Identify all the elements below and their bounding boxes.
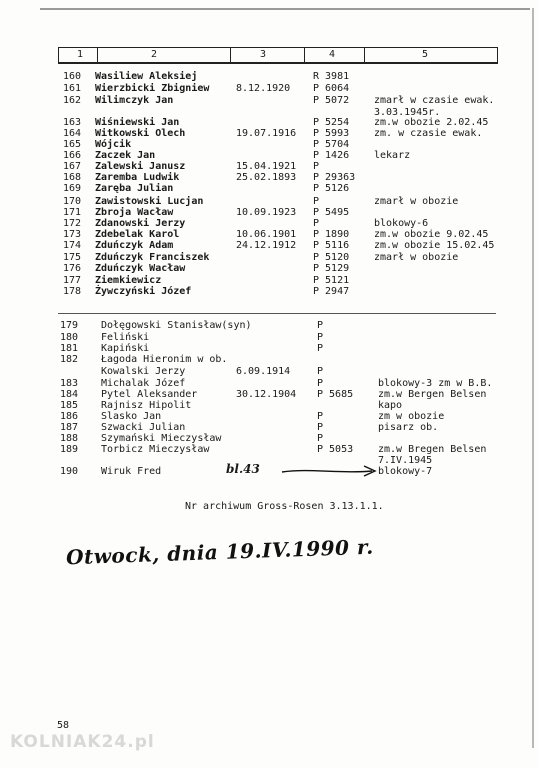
person-name: Slasko Jan	[101, 411, 162, 422]
column-header	[58, 47, 498, 64]
column-divider	[230, 48, 231, 62]
row-number: 182	[60, 354, 79, 365]
prisoner-code: P	[313, 218, 320, 229]
row-number: 184	[60, 389, 79, 400]
remark: zm.w obozie 2.02.45	[374, 117, 489, 128]
row-number: 186	[60, 411, 79, 422]
person-name: Zalewski Janusz	[95, 161, 186, 172]
table-row	[0, 286, 538, 298]
prisoner-code: P 2947	[313, 286, 350, 297]
table-row	[0, 183, 538, 195]
person-name: Zduńczyk Adam	[95, 240, 174, 251]
prisoner-code: P 5129	[313, 263, 350, 274]
prisoner-code: P 5053	[317, 444, 354, 455]
prisoner-code: P 1426	[313, 150, 350, 161]
prisoner-code: P	[317, 343, 324, 354]
row-number: 188	[60, 433, 79, 444]
person-name: Wasiliew Aleksiej	[95, 71, 198, 82]
column-header-5: 5	[422, 49, 429, 60]
prisoner-code: P 1890	[313, 229, 350, 240]
row-number: 166	[63, 150, 82, 161]
person-name: Zaremba Ludwik	[95, 172, 180, 183]
row-number: 170	[63, 196, 82, 207]
person-name: Wilimczyk Jan	[95, 95, 174, 106]
birth-date: 8.12.1920	[236, 83, 291, 94]
remark: zmarł w obozie	[374, 196, 459, 207]
person-name: Rajnisz Hipolit	[101, 400, 192, 411]
prisoner-code: P 5116	[313, 240, 350, 251]
prisoner-code: P	[317, 422, 324, 433]
person-name: Kowalski Jerzy	[101, 366, 186, 377]
birth-date: 30.12.1904	[236, 389, 297, 400]
birth-date: 24.12.1912	[236, 240, 297, 251]
row-number: 175	[63, 252, 82, 263]
prisoner-code: P 5126	[313, 183, 350, 194]
prisoner-code: P 29363	[313, 172, 356, 183]
person-name: Feliński	[101, 332, 150, 343]
remark: blokowy-7	[378, 466, 433, 477]
remark: zm w obozie	[378, 411, 445, 422]
prisoner-code: P	[317, 332, 324, 343]
column-divider	[97, 48, 98, 62]
watermark-logo: KOLNIAK24.pl	[10, 732, 155, 752]
remark: lekarz	[374, 150, 411, 161]
table-row	[0, 263, 538, 275]
person-name: Ziemkiewicz	[95, 275, 162, 286]
row-number: 160	[63, 71, 82, 82]
person-name: Zaręba Julian	[95, 183, 174, 194]
birth-date: 10.09.1923	[236, 207, 297, 218]
row-number: 179	[60, 320, 79, 331]
row-number: 178	[63, 286, 82, 297]
prisoner-code: P	[317, 320, 324, 331]
remark: 7.IV.1945	[378, 455, 433, 466]
person-name: Kapiński	[101, 343, 150, 354]
row-number: 180	[60, 332, 79, 343]
prisoner-code: P 5495	[313, 207, 350, 218]
column-divider	[304, 48, 305, 62]
row-number: 162	[63, 95, 82, 106]
remark: zmarł w obozie	[374, 252, 459, 263]
row-number: 174	[63, 240, 82, 251]
prisoner-code: P 5254	[313, 117, 350, 128]
row-number: 168	[63, 172, 82, 183]
person-name: Wiśniewski Jan	[95, 117, 180, 128]
person-name: Szymański Mieczysław	[101, 433, 222, 444]
prisoner-code: P 5685	[317, 389, 354, 400]
column-header-3: 3	[260, 49, 267, 60]
prisoner-code: P	[317, 433, 324, 444]
table-row	[0, 354, 538, 366]
person-name: Zaczek Jan	[95, 150, 156, 161]
row-number: 190	[60, 466, 79, 477]
person-name: Wierzbicki Zbigniew	[95, 83, 210, 94]
remark: blokowy-3 zm w B.B.	[378, 378, 493, 389]
person-name: Wiruk Fred	[101, 466, 162, 477]
row-number: 185	[60, 400, 79, 411]
handwritten-signature: Otwock, dnia 19.IV.1990 r.	[65, 534, 374, 570]
row-number: 171	[63, 207, 82, 218]
prisoner-code: P 5120	[313, 252, 350, 263]
person-name: Witkowski Olech	[95, 128, 186, 139]
row-number: 187	[60, 422, 79, 433]
remark: zm.w obozie 9.02.45	[374, 229, 489, 240]
remark: zmarł w czasie ewak.	[374, 95, 495, 106]
person-name: Łagoda Hieronim w ob.	[101, 354, 228, 365]
person-name: Zbroja Wacław	[95, 207, 174, 218]
column-header-4: 4	[329, 49, 336, 60]
column-header-1: 1	[77, 49, 84, 60]
page-edge-top	[40, 8, 530, 10]
remark: zm. w czasie ewak.	[374, 128, 483, 139]
person-name: Zawistowski Lucjan	[95, 196, 204, 207]
remark: zm.w Bregen Belsen	[378, 444, 487, 455]
column-divider	[364, 48, 365, 62]
person-name: Żywczyński Józef	[95, 286, 192, 297]
person-name: Torbicz Mieczysław	[101, 444, 210, 455]
prisoner-code: P	[317, 378, 324, 389]
table-row	[0, 240, 538, 252]
page-number: 58	[57, 720, 70, 731]
prisoner-code: P 5704	[313, 139, 350, 150]
prisoner-code: P	[313, 196, 320, 207]
remark: zm.w Bergen Belsen	[378, 389, 487, 400]
archive-reference: Nr archiwum Gross-Rosen 3.13.1.1.	[185, 501, 384, 512]
remark: blokowy-6	[374, 218, 429, 229]
row-number: 161	[63, 83, 82, 94]
row-number: 172	[63, 218, 82, 229]
prisoner-code: P	[317, 366, 324, 377]
prisoner-code: P 5072	[313, 95, 350, 106]
row-number: 169	[63, 183, 82, 194]
birth-date: 25.02.1893	[236, 172, 297, 183]
person-name: Zdebelak Karol	[95, 229, 180, 240]
prisoner-code: P	[317, 411, 324, 422]
row-number: 165	[63, 139, 82, 150]
person-name: Zduńczyk Wacław	[95, 263, 186, 274]
row-number: 167	[63, 161, 82, 172]
table-row	[0, 366, 538, 378]
row-number: 163	[63, 117, 82, 128]
row-number: 189	[60, 444, 79, 455]
birth-date: 19.07.1916	[236, 128, 297, 139]
handwritten-note: bl.43	[226, 462, 260, 476]
table-row	[0, 466, 538, 478]
person-name: Zduńczyk Franciszek	[95, 252, 210, 263]
table-row	[0, 83, 538, 95]
birth-date: 15.04.1921	[236, 161, 297, 172]
prisoner-code: P 5993	[313, 128, 350, 139]
birth-date: 6.09.1914	[236, 366, 291, 377]
section-divider	[58, 313, 496, 314]
prisoner-code: P	[313, 161, 320, 172]
person-name: Michalak Józef	[101, 378, 186, 389]
table-row	[0, 320, 538, 332]
birth-date: 10.06.1901	[236, 229, 297, 240]
row-number: 164	[63, 128, 82, 139]
prisoner-code: P 6064	[313, 83, 350, 94]
row-number: 183	[60, 378, 79, 389]
person-name: Dołęgowski Stanisław(syn)	[101, 320, 252, 331]
row-number: 181	[60, 343, 79, 354]
remark: zm.w obozie 15.02.45	[374, 240, 495, 251]
person-name: Szwacki Julian	[101, 422, 186, 433]
row-number: 177	[63, 275, 82, 286]
person-name: Pytel Aleksander	[101, 389, 198, 400]
row-number: 173	[63, 229, 82, 240]
person-name: Zdanowski Jerzy	[95, 218, 186, 229]
remark: pisarz ob.	[378, 422, 439, 433]
table-row	[0, 71, 538, 83]
remark: 3.03.1945r.	[374, 107, 441, 118]
person-name: Wójcik	[95, 139, 132, 150]
row-number: 176	[63, 263, 82, 274]
column-header-2: 2	[151, 49, 158, 60]
handwritten-arrow-icon	[280, 462, 380, 478]
table-row	[0, 95, 538, 107]
prisoner-code: P 5121	[313, 275, 350, 286]
prisoner-code: R 3981	[313, 71, 350, 82]
remark: kapo	[378, 400, 403, 411]
